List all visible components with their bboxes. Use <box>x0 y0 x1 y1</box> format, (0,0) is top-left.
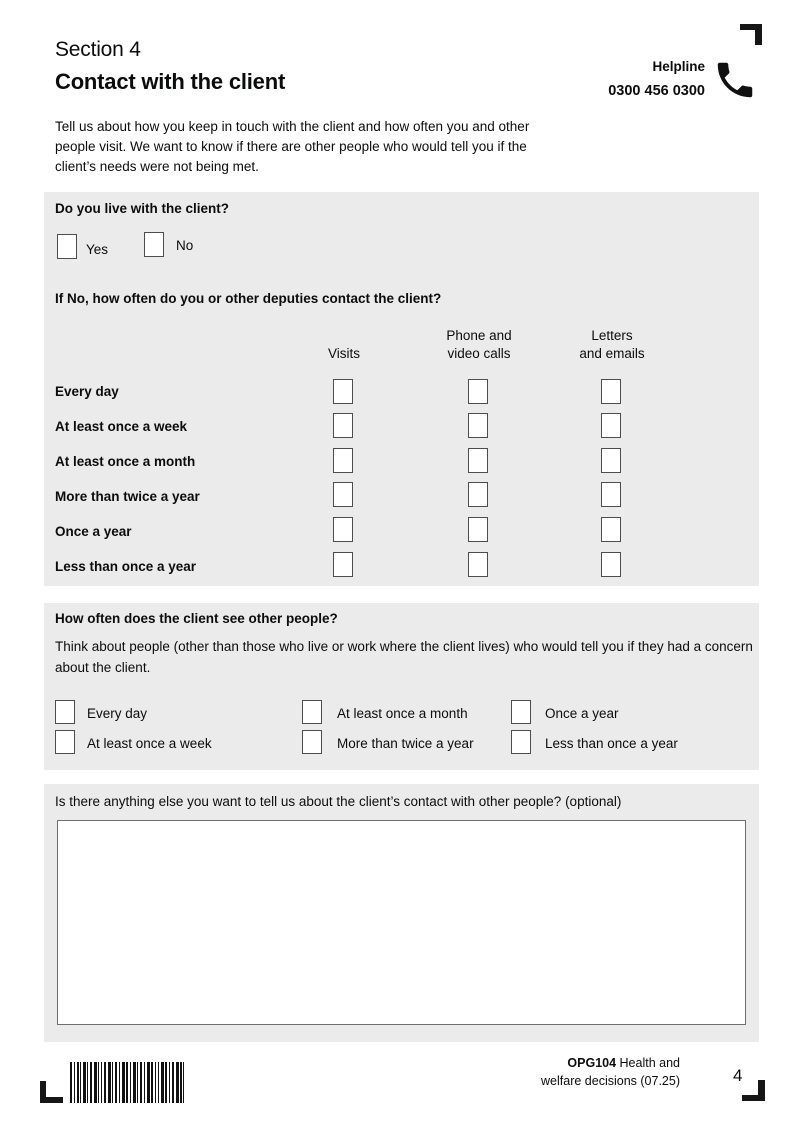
column-header-visits: Visits <box>327 346 360 361</box>
checkbox-once-a-month-letters[interactable] <box>601 448 621 473</box>
checkbox-less-than-once-letters[interactable] <box>601 552 621 577</box>
section-other-people <box>44 603 759 770</box>
row-label-once-a-week: At least once a week <box>55 419 188 434</box>
checkbox-live-yes[interactable] <box>57 234 77 259</box>
row-label-once-a-year: Once a year <box>55 524 132 539</box>
checkbox-other-twice-a-year[interactable] <box>302 730 322 754</box>
page-title: Contact with the client <box>55 69 286 94</box>
checkbox-twice-a-year-phone[interactable] <box>468 482 488 507</box>
form-title-line1: Health and <box>619 1056 680 1070</box>
page-number: 4 <box>733 1066 743 1085</box>
checkbox-once-a-year-letters[interactable] <box>601 517 621 542</box>
checkbox-every-day-phone[interactable] <box>468 379 488 404</box>
form-title-line2: welfare decisions (07.25) <box>541 1073 680 1088</box>
row-label-less-than-once: Less than once a year <box>55 559 197 574</box>
crop-mark-bottom-left-icon <box>40 1081 63 1103</box>
row-label-every-day: Every day <box>55 384 119 399</box>
checkbox-once-a-month-visits[interactable] <box>333 448 353 473</box>
question-live-with-client: Do you live with the client? <box>55 201 230 216</box>
checkbox-other-less-than-once[interactable] <box>511 730 531 754</box>
form-id-block <box>541 1055 680 1090</box>
section-live-with-client <box>44 192 759 586</box>
option-label-no: No <box>176 238 194 253</box>
option-label-other-once-a-month: At least once a month <box>337 706 468 721</box>
checkbox-other-once-a-week[interactable] <box>55 730 75 754</box>
checkbox-other-once-a-year[interactable] <box>511 700 531 724</box>
phone-icon <box>712 57 758 103</box>
section-label: Section 4 <box>55 38 141 61</box>
barcode <box>70 1062 184 1103</box>
checkbox-twice-a-year-visits[interactable] <box>333 482 353 507</box>
checkbox-less-than-once-phone[interactable] <box>468 552 488 577</box>
helpline-label: Helpline <box>652 59 705 74</box>
checkbox-other-once-a-month[interactable] <box>302 700 322 724</box>
checkbox-every-day-visits[interactable] <box>333 379 353 404</box>
checkbox-once-a-year-phone[interactable] <box>468 517 488 542</box>
question-other-people: How often does the client see other people? <box>55 611 338 626</box>
checkbox-once-a-week-visits[interactable] <box>333 413 353 438</box>
crop-mark-bottom-right-icon <box>742 1080 765 1101</box>
intro-text: Tell us about how you keep in touch with the client and how often you and other people visit. We want to know if there are other people who would tell you if the client’s needs were not being met. <box>55 119 530 174</box>
row-label-twice-a-year: More than twice a year <box>55 489 200 504</box>
option-label-other-less-than-once: Less than once a year <box>545 736 678 751</box>
checkbox-live-no[interactable] <box>144 232 164 257</box>
checkbox-once-a-year-visits[interactable] <box>333 517 353 542</box>
crop-mark-top-right-icon <box>740 24 762 45</box>
checkbox-every-day-letters[interactable] <box>601 379 621 404</box>
anything-else-textarea[interactable] <box>57 820 746 1025</box>
question-anything-else: Is there anything else you want to tell us about the client’s contact with other people? (optional) <box>55 794 622 809</box>
option-label-other-once-a-year: Once a year <box>545 706 619 721</box>
checkbox-once-a-week-letters[interactable] <box>601 413 621 438</box>
checkbox-once-a-week-phone[interactable] <box>468 413 488 438</box>
other-people-hint: Think about people (other than those who live or work where the client lives) who would tell you if they had a concern about the client. <box>55 639 753 675</box>
question-contact-frequency: If No, how often do you or other deputies contact the client? <box>55 291 442 306</box>
column-header-letters: Letters and emails <box>579 328 645 361</box>
column-header-phone: Phone and video calls <box>446 328 512 361</box>
checkbox-less-than-once-visits[interactable] <box>333 552 353 577</box>
option-label-other-every-day: Every day <box>87 706 148 721</box>
checkbox-twice-a-year-letters[interactable] <box>601 482 621 507</box>
option-label-other-once-a-week: At least once a week <box>87 736 212 751</box>
checkbox-other-every-day[interactable] <box>55 700 75 724</box>
section-anything-else <box>44 784 759 1042</box>
checkbox-once-a-month-phone[interactable] <box>468 448 488 473</box>
helpline-number: 0300 456 0300 <box>608 83 705 99</box>
option-label-other-twice-a-year: More than twice a year <box>337 736 474 751</box>
form-id: OPG104 <box>567 1056 617 1070</box>
row-label-once-a-month: At least once a month <box>55 454 196 469</box>
option-label-yes: Yes <box>86 242 109 257</box>
helpline-block <box>608 55 705 103</box>
